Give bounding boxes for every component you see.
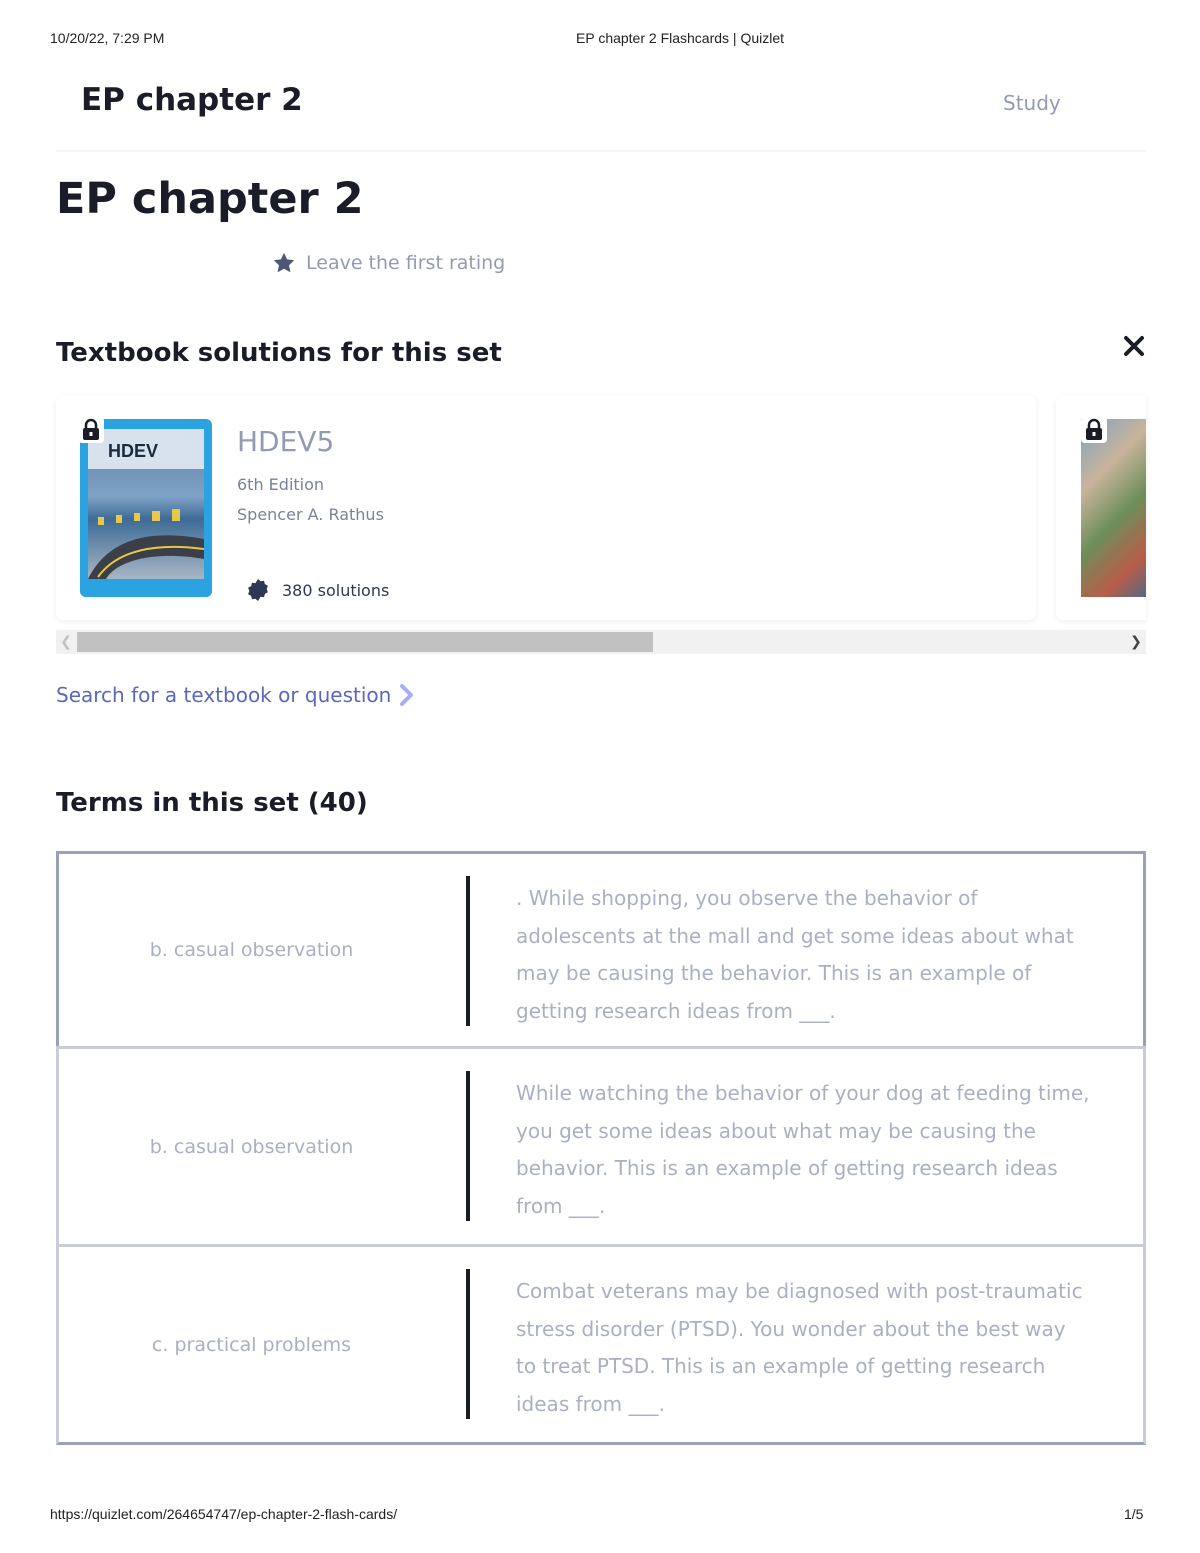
scroll-right-icon[interactable]: ❯ <box>1130 634 1142 650</box>
rating-button[interactable] <box>272 251 505 275</box>
page-title: EP chapter 2 <box>56 174 364 224</box>
close-icon <box>1123 335 1145 357</box>
term-word: b. casual observation <box>149 939 354 961</box>
term-word: c. practical problems <box>151 1333 352 1356</box>
road-illustration <box>88 509 204 579</box>
search-textbook-link[interactable] <box>56 683 415 707</box>
print-doc-title: EP chapter 2 Flashcards | Quizlet <box>576 30 785 46</box>
verified-badge-icon <box>246 578 270 602</box>
scroll-thumb[interactable] <box>77 632 653 652</box>
textbook-section-heading: Textbook solutions for this set <box>56 338 502 368</box>
book-cover <box>80 419 212 597</box>
solutions-count: 380 solutions <box>282 580 390 600</box>
term-divider <box>466 876 470 1026</box>
book-solutions <box>246 578 389 602</box>
book-cover-partial <box>1081 419 1146 597</box>
print-page-number: 1/5 <box>1124 1506 1144 1522</box>
term-divider <box>466 1071 470 1221</box>
book-author: Spencer A. Rathus <box>237 505 384 524</box>
rating-label: Leave the first rating <box>306 252 506 274</box>
term-definition: . While shopping, you observe the behavior of adolescents at the mall and get some ideas about what may be causing the behavior. This is an example of getting research ideas from ___. <box>516 886 1074 1023</box>
book-title[interactable]: HDEV5 <box>237 425 335 458</box>
book-cover-label: HDEV <box>108 441 159 461</box>
term-card[interactable] <box>56 1046 1146 1247</box>
horizontal-scrollbar[interactable] <box>56 630 1146 654</box>
lock-icon <box>78 417 104 443</box>
term-definition: Combat veterans may be diagnosed with post-traumatic stress disorder (PTSD). You wonder about the best way to treat PTSD. This is an example of getting research ideas from ___. <box>516 1279 1083 1416</box>
study-button[interactable]: Study <box>1003 91 1061 115</box>
terms-section-heading: Terms in this set (40) <box>56 788 368 818</box>
print-url: https://quizlet.com/264654747/ep-chapter-2-flash-cards/ <box>50 1506 398 1522</box>
app-header <box>56 70 1146 152</box>
term-divider <box>466 1269 470 1419</box>
term-card[interactable] <box>56 851 1146 1049</box>
textbook-card[interactable] <box>56 395 1036 620</box>
scroll-left-icon[interactable]: ❮ <box>60 634 72 650</box>
search-link-label: Search for a textbook or question <box>56 683 392 707</box>
chevron-right-icon <box>399 683 415 707</box>
term-word: b. casual observation <box>149 1135 354 1158</box>
star-icon <box>272 251 296 275</box>
header-title: EP chapter 2 <box>81 82 303 118</box>
print-datetime: 10/20/22, 7:29 PM <box>50 30 165 46</box>
textbook-card-partial[interactable] <box>1056 395 1146 620</box>
book-edition: 6th Edition <box>237 475 325 494</box>
term-definition: While watching the behavior of your dog at feeding time, you get some ideas about what may be causing the behavior. This is an example of getting research ideas from ___. <box>516 1081 1090 1218</box>
close-textbook-section-button[interactable] <box>1120 332 1148 360</box>
terms-list <box>56 851 1146 1445</box>
lock-icon <box>1081 417 1107 443</box>
term-card[interactable] <box>56 1244 1146 1445</box>
